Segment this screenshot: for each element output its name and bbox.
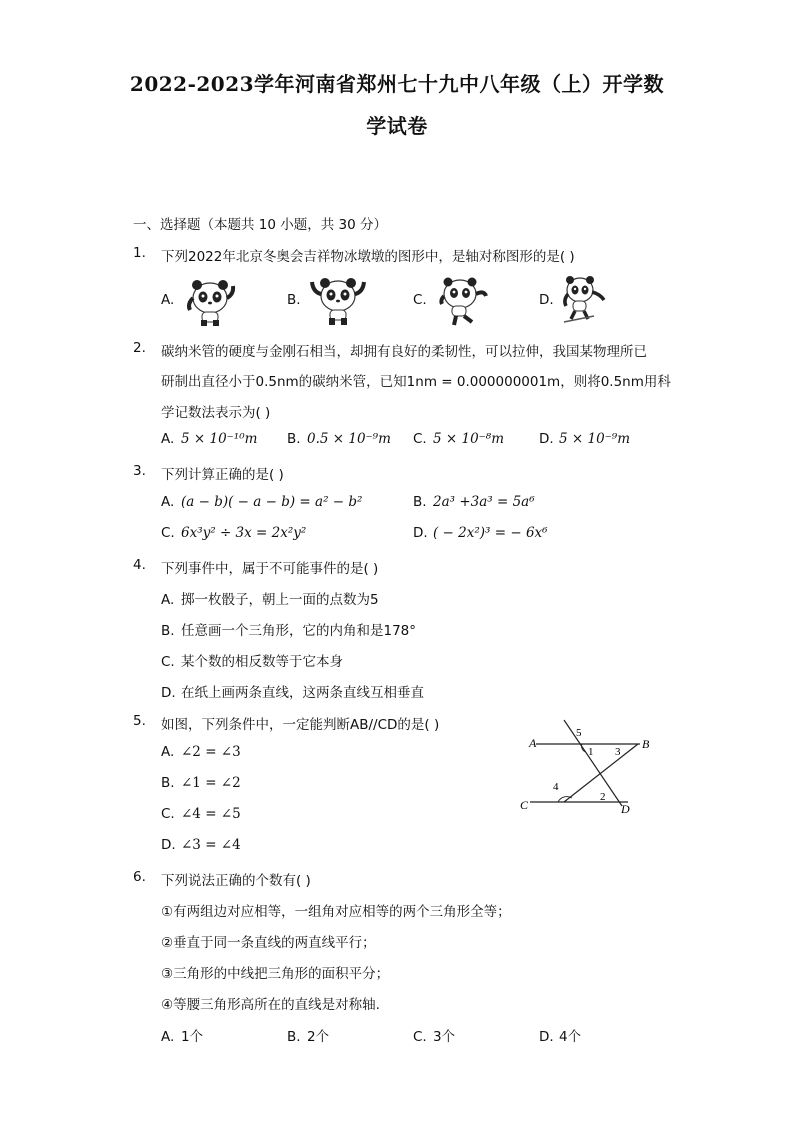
q2-option-c[interactable]	[413, 431, 504, 447]
q6-option-b-label: B.	[287, 1029, 301, 1045]
q4-option-a-label: A.	[161, 592, 175, 608]
q2-option-a[interactable]	[161, 431, 257, 447]
q5-option-c[interactable]	[161, 806, 241, 822]
q4-option-a-text: 掷一枚骰子，朝上一面的点数为5	[181, 592, 379, 608]
q4-option-c-text: 某个数的相反数等于它本身	[181, 654, 343, 670]
q6-stem: 下列说法正确的个数有( )	[161, 873, 311, 889]
label-b: B	[642, 737, 650, 751]
q4-option-b-label: B.	[161, 623, 175, 639]
q5-option-c-text: ∠4 = ∠5	[181, 806, 241, 822]
q3-number: 3.	[133, 463, 146, 479]
q2-stem-line2: 研制出直径小于0.5nm的碳纳米管，已知1nm = 0.000000001m，则将0.5nm用科	[161, 374, 671, 390]
q6-statement-1: ①有两组边对应相等，一组角对应相等的两个三角形全等；	[161, 904, 511, 920]
q2-option-d[interactable]	[539, 431, 630, 447]
q5-option-a-label: A.	[161, 744, 175, 760]
bing-dwen-dwen-front-icon	[182, 274, 238, 328]
q2-option-d-label: D.	[539, 431, 554, 447]
q2-option-b-label: B.	[287, 431, 301, 447]
q5-option-b-text: ∠1 = ∠2	[181, 775, 241, 791]
q6-option-d[interactable]	[539, 1025, 581, 1045]
q6-statement-3: ③三角形的中线把三角形的面积平分；	[161, 966, 390, 982]
q6-statement-2: ②垂直于同一条直线的两直线平行；	[161, 935, 376, 951]
q5-stem: 如图，下列条件中，一定能判断AB//CD的是( )	[161, 717, 440, 733]
q2-option-c-text: 5 × 10⁻⁸m	[433, 431, 505, 447]
q5-option-d-text: ∠3 = ∠4	[181, 837, 241, 853]
q6-option-c-label: C.	[413, 1029, 427, 1045]
bing-dwen-dwen-skating-icon	[434, 272, 492, 328]
q2-option-a-label: A.	[161, 431, 175, 447]
label-c: C	[520, 798, 529, 812]
q3-option-c-label: C.	[161, 525, 175, 541]
q3-option-b-text: 2a³ +3a³ = 5a⁶	[433, 494, 535, 510]
q4-number: 4.	[133, 557, 146, 573]
q5-number: 5.	[133, 713, 146, 729]
angle-2-label: 2	[600, 791, 606, 803]
q3-option-a-label: A.	[161, 494, 175, 510]
q2-option-c-label: C.	[413, 431, 427, 447]
q3-option-c[interactable]	[161, 525, 306, 541]
q3-option-a[interactable]	[161, 494, 362, 510]
q5-option-d-label: D.	[161, 837, 176, 853]
q5-option-b[interactable]	[161, 775, 241, 791]
q6-option-b[interactable]	[287, 1025, 329, 1045]
q3-option-d[interactable]	[413, 525, 548, 541]
q6-option-b-text: 2个	[307, 1029, 330, 1045]
angle-3-label: 3	[615, 746, 621, 758]
q4-option-d[interactable]	[161, 681, 424, 701]
page-title-line1: 2022-2023学年河南省郑州七十九中八年级（上）开学数	[129, 72, 665, 96]
q6-statement-4: ④等腰三角形高所在的直线是对称轴.	[161, 997, 380, 1013]
q5-option-b-label: B.	[161, 775, 175, 791]
q2-number: 2.	[133, 340, 146, 356]
q1-option-d-label[interactable]: D.	[539, 292, 554, 308]
q4-option-b[interactable]	[161, 619, 416, 639]
bing-dwen-dwen-skiing-icon	[558, 272, 610, 328]
q4-stem: 下列事件中，属于不可能事件的是( )	[161, 561, 379, 577]
q3-option-b[interactable]	[413, 494, 535, 510]
q4-option-c[interactable]	[161, 650, 343, 670]
q4-option-d-label: D.	[161, 685, 176, 701]
angle-4-label: 4	[553, 781, 559, 793]
q1-option-c-label[interactable]: C.	[413, 292, 427, 308]
q6-option-a-label: A.	[161, 1029, 175, 1045]
q1-option-b-label[interactable]: B.	[287, 292, 301, 308]
q2-stem-line1: 碳纳米管的硬度与金刚石相当，却拥有良好的柔韧性，可以拉伸，我国某物理所已	[161, 344, 647, 360]
q5-option-a-text: ∠2 = ∠3	[181, 744, 241, 760]
q5-option-a[interactable]	[161, 744, 241, 760]
q4-option-a[interactable]	[161, 588, 379, 608]
q4-option-b-text: 任意画一个三角形，它的内角和是178°	[181, 623, 417, 639]
q1-stem: 下列2022年北京冬奥会吉祥物冰墩墩的图形中，是轴对称图形的是( )	[161, 249, 575, 265]
angle-1-label: 1	[588, 746, 594, 758]
q2-option-b-text: 0.5 × 10⁻⁹m	[307, 431, 391, 447]
section-header: 一、选择题（本题共 10 小题，共 30 分）	[133, 217, 388, 233]
q2-stem-line3: 学记数法表示为( )	[161, 405, 271, 421]
q2-option-b[interactable]	[287, 431, 391, 447]
q2-option-a-text: 5 × 10⁻¹⁰m	[181, 431, 258, 447]
q6-option-c[interactable]	[413, 1025, 455, 1045]
q5-option-c-label: C.	[161, 806, 175, 822]
q3-option-d-label: D.	[413, 525, 428, 541]
q6-option-c-text: 3个	[433, 1029, 456, 1045]
q2-option-d-text: 5 × 10⁻⁹m	[559, 431, 631, 447]
q1-number: 1.	[133, 245, 146, 261]
q5-parallel-lines-figure	[520, 716, 660, 820]
q3-option-b-label: B.	[413, 494, 427, 510]
label-d: D	[621, 802, 630, 816]
q6-number: 6.	[133, 869, 146, 885]
q4-option-c-label: C.	[161, 654, 175, 670]
q6-option-a[interactable]	[161, 1025, 203, 1045]
q4-option-d-text: 在纸上画两条直线，这两条直线互相垂直	[181, 685, 424, 701]
q3-option-a-text: (a − b)( − a − b) = a² − b²	[181, 494, 363, 510]
bing-dwen-dwen-arms-up-icon	[308, 272, 368, 328]
q3-option-d-text: ( − 2x²)³ = − 6x⁶	[433, 525, 548, 541]
angle-5-label: 5	[576, 727, 582, 739]
q3-stem: 下列计算正确的是( )	[161, 467, 284, 483]
q6-option-d-text: 4个	[559, 1029, 582, 1045]
page-title-line2: 学试卷	[366, 114, 428, 138]
q6-option-d-label: D.	[539, 1029, 554, 1045]
q5-option-d[interactable]	[161, 837, 241, 853]
label-a: A	[529, 736, 537, 750]
q3-option-c-text: 6x³y² ÷ 3x = 2x²y²	[181, 525, 307, 541]
q1-option-a-label[interactable]: A.	[161, 292, 175, 308]
q6-option-a-text: 1个	[181, 1029, 204, 1045]
